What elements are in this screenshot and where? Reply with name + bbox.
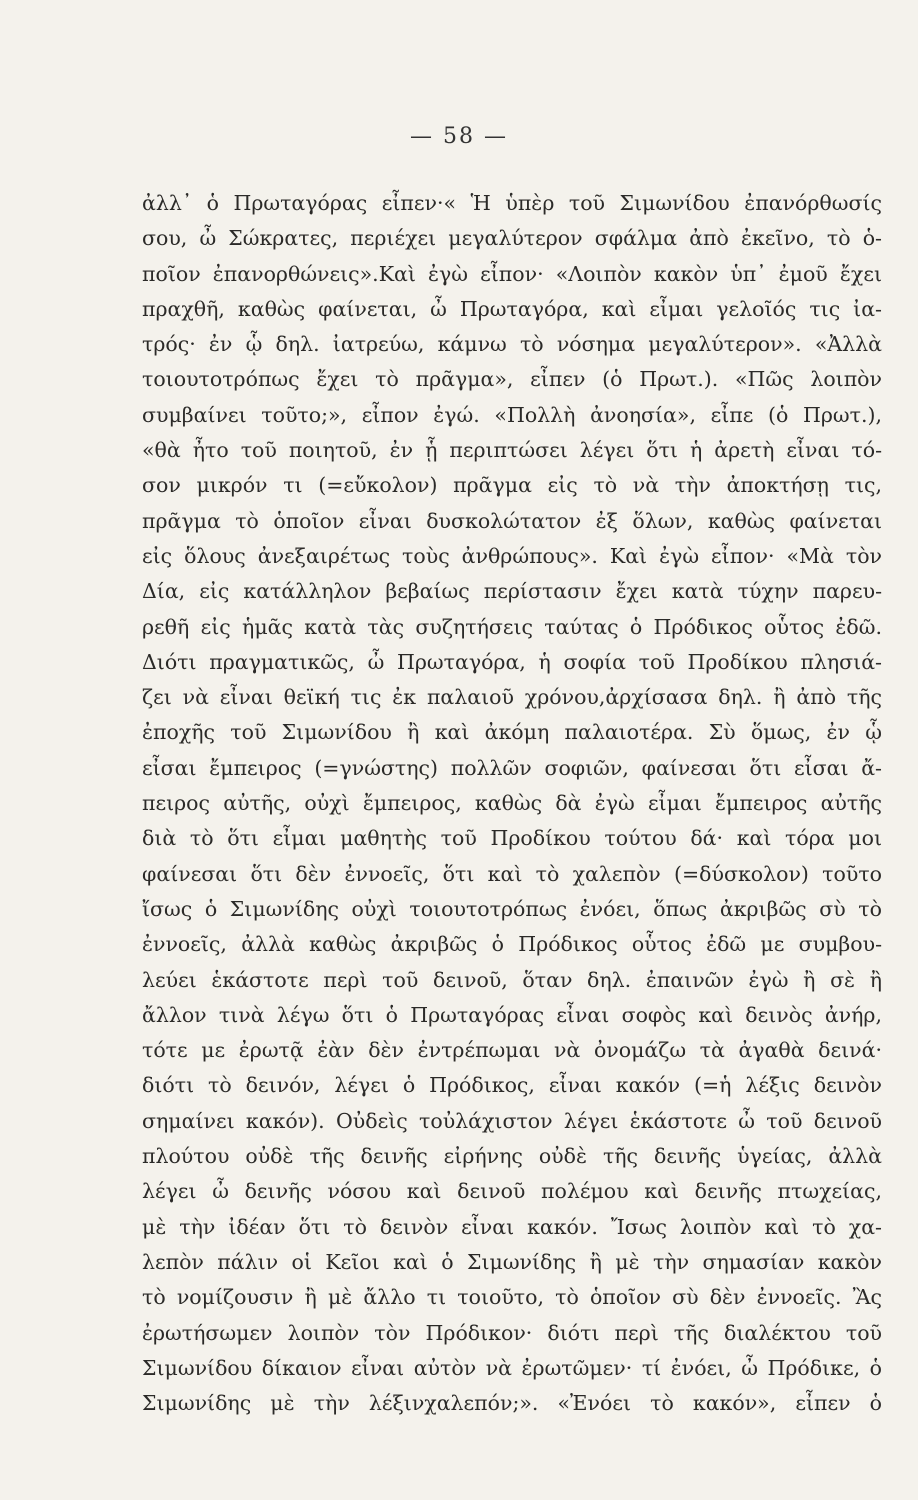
text-line: λέγει ὦ δεινῆς νόσου καὶ δεινοῦ πολέμου καὶ δεινῆς πτωχείας, (142, 1179, 882, 1204)
text-line: ἐρωτήσωμεν λοιπὸν τὸν Πρόδικον· διότι περὶ τῆς διαλέκτου τοῦ (142, 1320, 882, 1345)
text-line: ἐννοεῖς, ἀλλὰ καθὼς ἀκριβῶς ὁ Πρόδικος οὗτος ἐδῶ με συμβου- (142, 932, 882, 957)
text-line: τοιουτοτρόπως ἔχει τὸ πρᾶγμα», εἶπεν (ὁ Πρωτ.). «Πῶς λοιπὸν (142, 367, 882, 392)
page-number: — 58 — (410, 124, 508, 149)
text-line: ποῖον ἐπανορθώνεις».Καὶ ἐγὼ εἶπον· «Λοιπὸν κακὸν ὑπ᾿ ἐμοῦ ἔχει (142, 261, 882, 286)
text-line: πρᾶγμα τὸ ὁποῖον εἶναι δυσκολώτατον ἐξ ὅλων, καθὼς φαίνεται (142, 508, 882, 533)
text-line: σου, ὦ Σώκρατες, περιέχει μεγαλύτερον σφάλμα ἀπὸ ἐκεῖνο, τὸ ὁ- (142, 226, 882, 251)
text-line: λεύει ἑκάστοτε περὶ τοῦ δεινοῦ, ὅταν δηλ. ἐπαινῶν ἐγὼ ἢ σὲ ἢ (142, 967, 882, 992)
text-line: σον μικρόν τι (=εὔκολον) πρᾶγμα εἰς τὸ νὰ τὴν ἀποκτήσῃ τις, (142, 473, 882, 498)
text-line: ἄλλον τινὰ λέγω ὅτι ὁ Πρωταγόρας εἶναι σοφὸς καὶ δεινὸς ἀνήρ, (142, 1002, 882, 1027)
text-line: διότι τὸ δεινόν, λέγει ὁ Πρόδικος, εἶναι κακόν (=ἡ λέξις δεινὸν (142, 1073, 882, 1098)
text-line: σημαίνει κακόν). Οὐδεὶς τοὐλάχιστον λέγει ἑκάστοτε ὦ τοῦ δεινοῦ (142, 1108, 882, 1133)
text-line: μὲ τὴν ἰδέαν ὅτι τὸ δεινὸν εἶναι κακόν. Ἴσως λοιπὸν καὶ τὸ χα- (142, 1214, 882, 1239)
text-line: λεπὸν πάλιν οἱ Κεῖοι καὶ ὁ Σιμωνίδης ἢ μὲ τὴν σημασίαν κακὸν (142, 1249, 882, 1274)
text-line: Σιμωνίδου δίκαιον εἶναι αὐτὸν νὰ ἐρωτῶμεν· τί ἐνόει, ὦ Πρόδικε, ὁ (142, 1355, 882, 1380)
text-line: Σιμωνίδης μὲ τὴν λέξινχαλεπόν;». «Ἐνόει τὸ κακόν», εἶπεν ὁ (142, 1391, 882, 1416)
text-line: ἴσως ὁ Σιμωνίδης οὐχὶ τοιουτοτρόπως ἐνόει, ὅπως ἀκριβῶς σὺ τὸ (142, 896, 882, 921)
text-line: ἐποχῆς τοῦ Σιμωνίδου ἢ καὶ ἀκόμη παλαιοτέρα. Σὺ ὅμως, ἐν ᾧ (142, 720, 882, 745)
text-line: ρεθῆ εἰς ἡμᾶς κατὰ τὰς συζητήσεις ταύτας ὁ Πρόδικος οὗτος ἐδῶ. (142, 614, 882, 639)
text-line: εἶσαι ἔμπειρος (=γνώστης) πολλῶν σοφιῶν, φαίνεσαι ὅτι εἶσαι ἄ- (142, 755, 882, 780)
text-line: διὰ τὸ ὅτι εἶμαι μαθητὴς τοῦ Προδίκου τούτου δά· καὶ τόρα μοι (142, 826, 882, 851)
body-text (142, 186, 882, 1421)
text-line: πραχθῆ, καθὼς φαίνεται, ὦ Πρωταγόρα, καὶ εἶμαι γελοῖός τις ἰα- (142, 296, 882, 321)
text-line: τρός· ἐν ᾧ δηλ. ἰατρεύω, κάμνω τὸ νόσημα μεγαλύτερον». «Ἀλλὰ (142, 332, 882, 357)
text-line: τότε με ἐρωτᾷ ἐὰν δὲν ἐντρέπωμαι νὰ ὀνομάζω τὰ ἀγαθὰ δεινά· (142, 1038, 882, 1063)
text-line: φαίνεσαι ὅτι δὲν ἐννοεῖς, ὅτι καὶ τὸ χαλεπὸν (=δύσκολον) τοῦτο (142, 861, 882, 886)
text-line: συμβαίνει τοῦτο;», εἶπον ἐγώ. «Πολλὴ ἀνοησία», εἶπε (ὁ Πρωτ.), (142, 402, 882, 427)
text-line: πλούτου οὐδὲ τῆς δεινῆς εἰρήνης οὐδὲ τῆς δεινῆς ὑγείας, ἀλλὰ (142, 1144, 882, 1169)
text-line: «θὰ ἦτο τοῦ ποιητοῦ, ἐν ᾗ περιπτώσει λέγει ὅτι ἡ ἀρετὴ εἶναι τό- (142, 438, 882, 463)
text-line: Δία, εἰς κατάλληλον βεβαίως περίστασιν ἔχει κατὰ τύχην παρευ- (142, 579, 882, 604)
text-line: εἰς ὅλους ἀνεξαιρέτως τοὺς ἀνθρώπους». Καὶ ἐγὼ εἶπον· «Μὰ τὸν (142, 543, 882, 568)
text-line: ἀλλ᾿ ὁ Πρωταγόρας εἶπεν·« Ἡ ὑπὲρ τοῦ Σιμωνίδου ἐπανόρθωσίς (142, 191, 882, 215)
text-line: ζει νὰ εἶναι θεϊκή τις ἐκ παλαιοῦ χρόνου,ἀρχίσασα δηλ. ἢ ἀπὸ τῆς (142, 685, 882, 710)
text-line: πειρος αὐτῆς, οὐχὶ ἔμπειρος, καθὼς δὰ ἐγὼ εἶμαι ἔμπειρος αὐτῆς (142, 791, 882, 816)
text-line: Διότι πραγματικῶς, ὦ Πρωταγόρα, ἡ σοφία τοῦ Προδίκου πλησιά- (142, 649, 882, 674)
text-line: τὸ νομίζουσιν ἢ μὲ ἄλλο τι τοιοῦτο, τὸ ὁποῖον σὺ δὲν ἐννοεῖς. Ἂς (142, 1285, 882, 1310)
